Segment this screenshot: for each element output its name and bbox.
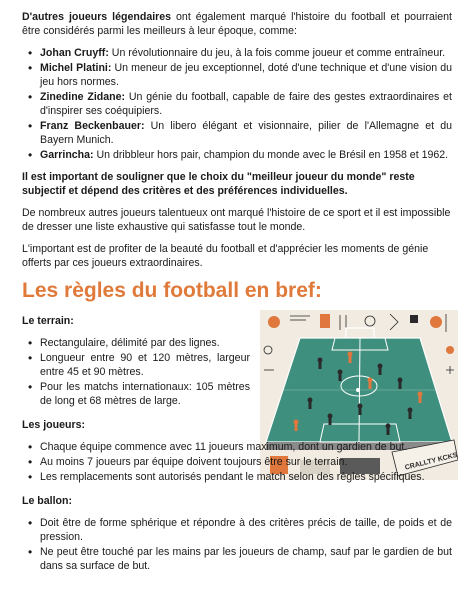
document-page (22, 10, 458, 579)
list-item (22, 46, 452, 60)
legends-list (22, 46, 452, 162)
ball-icon (356, 388, 360, 392)
paragraph-beauty: L'important est de profiter de la beauté du football et d'apprécier les moments de génie offerts par ces joueurs extraordinaires. (22, 243, 429, 269)
legend-name: Franz Beckenbauer: (40, 120, 145, 132)
list-item: • Au moins 7 joueurs par équipe doivent toujours être sur le terrain. (22, 455, 452, 469)
ballon-heading: Le ballon: (22, 495, 73, 507)
sign-text: CRALLTY KCKS (404, 451, 458, 472)
list-item (22, 119, 452, 147)
list-item (22, 148, 452, 162)
list-item: • Les remplacements sont autorisés pendant le match selon des règles spécifiques. (22, 470, 452, 484)
intro-text: ont également marqué l'histoire du football et pourraient être considérés parmi les meilleurs à leur époque, comme: (22, 11, 452, 37)
legend-name: Johan Cruyff: (40, 47, 109, 59)
legend-desc: Un dribbleur hors pair, champion du monde avec le Brésil en 1958 et 1962. (93, 149, 449, 161)
list-item: • Chaque équipe commence avec 11 joueurs maximum, dont un gardien de but. (22, 440, 452, 454)
terrain-heading: Le terrain: (22, 315, 74, 327)
terrain-list (22, 336, 250, 408)
legend-desc: Un libero élégant et visionnaire, pilier de l'Allemagne et du Bayern Munich. (40, 120, 452, 146)
joueurs-heading: Les joueurs: (22, 419, 85, 431)
intro-bold: D'autres joueurs légendaires (22, 11, 172, 23)
legend-desc: Un meneur de jeu exceptionnel, doté d'une technique et d'une vision du jeu hors normes. (40, 62, 453, 88)
legend-name: Zinedine Zidane: (40, 91, 126, 103)
ballon-list (22, 516, 452, 573)
list-item: • Rectangulaire, délimité par des lignes. (22, 336, 250, 350)
note-bold: Il est important de souligner que le choix du "meilleur joueur du monde" reste subjectif et dépend des critères et des préférences individuelles. (22, 171, 415, 197)
list-item: • Longueur entre 90 et 120 mètres, largeur entre 45 et 90 mètres. (22, 351, 250, 379)
legend-name: Michel Platini: (40, 62, 112, 74)
list-item (22, 61, 452, 89)
legend-name: Garrincha: (40, 149, 94, 161)
list-item: • Pour les matchs internationaux: 105 mètres de long et 68 mètres de large. (22, 380, 250, 408)
list-item: • Doit être de forme sphérique et répondre à des critères précis de taille, de poids et de pression. (22, 516, 452, 544)
note-paragraph (22, 170, 452, 198)
joueurs-list (22, 440, 452, 484)
intro-paragraph (22, 10, 452, 38)
legend-desc: Un génie du football, capable de faire des gestes extraordinaires et d'inspirer ses coéquipiers. (40, 91, 452, 117)
paragraph-others: De nombreux autres joueurs talentueux ont marqué l'histoire de ce sport et il est impossible de dresser une liste exhaustive qui satisfasse tout le monde. (22, 207, 451, 233)
list-item: • Ne peut être touché par les mains par les joueurs de champ, sauf par le gardien de but dans sa surface de but. (22, 545, 452, 573)
list-item (22, 90, 452, 118)
rules-heading: Les règles du football en bref: (22, 279, 322, 302)
legend-desc: Un révolutionnaire du jeu, à la fois comme joueur et comme entraîneur. (108, 47, 446, 59)
pitch (266, 338, 452, 450)
